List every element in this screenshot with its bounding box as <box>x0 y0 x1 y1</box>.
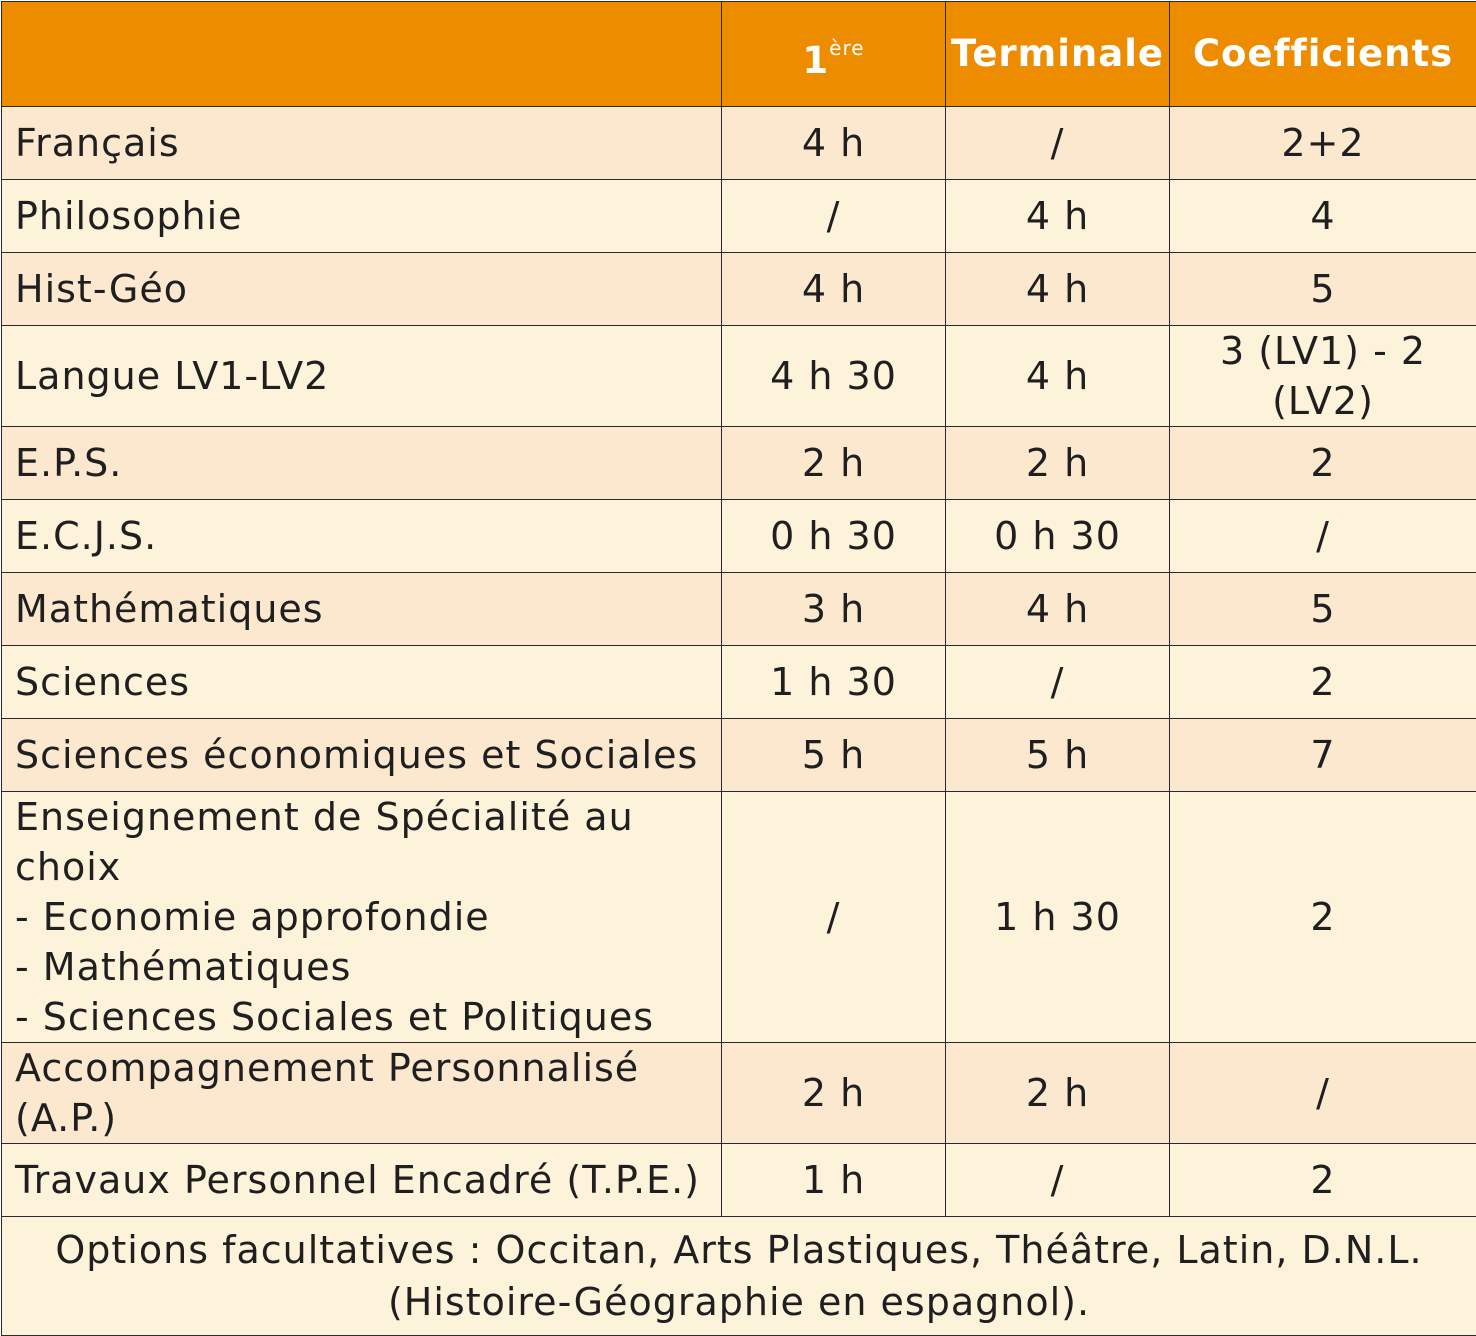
header-1ere-number: 1 <box>802 39 829 82</box>
header-subject-cell <box>2 2 722 107</box>
specialty-option: - Sciences Sociales et Politiques <box>15 992 721 1042</box>
premiere-hours-cell: 1 h <box>722 1144 946 1217</box>
premiere-hours-cell: 2 h <box>722 1043 946 1144</box>
specialty-title: Enseignement de Spécialité au choix <box>15 792 721 892</box>
header-1ere <box>722 2 946 107</box>
coefficient-cell: 2+2 <box>1170 107 1476 180</box>
table-row <box>2 1043 1476 1144</box>
subject-cell: E.C.J.S. <box>2 500 722 573</box>
terminale-hours-cell: 2 h <box>946 1043 1170 1144</box>
terminale-hours-cell: 4 h <box>946 180 1170 253</box>
table-header-row <box>2 2 1476 107</box>
premiere-hours-cell: 3 h <box>722 573 946 646</box>
subject-cell: Hist-Géo <box>2 253 722 326</box>
premiere-hours-cell: / <box>722 180 946 253</box>
specialty-option: - Mathématiques <box>15 942 721 992</box>
specialty-option: - Economie approfondie <box>15 892 721 942</box>
premiere-hours-cell: / <box>722 792 946 1043</box>
subject-cell: Mathématiques <box>2 573 722 646</box>
premiere-hours-cell: 4 h 30 <box>722 326 946 427</box>
premiere-hours-cell: 2 h <box>722 427 946 500</box>
table-row <box>2 500 1476 573</box>
coefficient-cell: 2 <box>1170 1144 1476 1217</box>
coefficient-cell: 7 <box>1170 719 1476 792</box>
coefficient-cell: / <box>1170 500 1476 573</box>
table-row <box>2 573 1476 646</box>
table-row <box>2 719 1476 792</box>
table-row <box>2 427 1476 500</box>
header-coefficients: Coefficients <box>1170 2 1476 107</box>
subject-cell: Philosophie <box>2 180 722 253</box>
premiere-hours-cell: 4 h <box>722 253 946 326</box>
terminale-hours-cell: 0 h 30 <box>946 500 1170 573</box>
subject-cell: Accompagnement Personnalisé (A.P.) <box>2 1043 722 1144</box>
premiere-hours-cell: 0 h 30 <box>722 500 946 573</box>
coefficient-cell: 2 <box>1170 646 1476 719</box>
terminale-hours-cell: 4 h <box>946 326 1170 427</box>
subject-cell: Sciences économiques et Sociales <box>2 719 722 792</box>
table-row <box>2 646 1476 719</box>
subject-cell-multiline <box>2 792 722 1043</box>
subject-cell: Travaux Personnel Encadré (T.P.E.) <box>2 1144 722 1217</box>
premiere-hours-cell: 4 h <box>722 107 946 180</box>
premiere-hours-cell: 1 h 30 <box>722 646 946 719</box>
table-row <box>2 180 1476 253</box>
coefficient-cell: 3 (LV1) - 2 (LV2) <box>1170 326 1476 427</box>
terminale-hours-cell: / <box>946 1144 1170 1217</box>
table-row <box>2 326 1476 427</box>
subjects-schedule-table <box>1 1 1476 1336</box>
table-row <box>2 1144 1476 1217</box>
subject-cell: Sciences <box>2 646 722 719</box>
options-row <box>2 1217 1476 1336</box>
coefficient-cell: 2 <box>1170 792 1476 1043</box>
terminale-hours-cell: 4 h <box>946 253 1170 326</box>
premiere-hours-cell: 5 h <box>722 719 946 792</box>
coefficient-cell: 2 <box>1170 427 1476 500</box>
header-terminale: Terminale <box>946 2 1170 107</box>
terminale-hours-cell: / <box>946 646 1170 719</box>
coefficient-cell: 5 <box>1170 253 1476 326</box>
coefficient-cell: 5 <box>1170 573 1476 646</box>
terminale-hours-cell: 5 h <box>946 719 1170 792</box>
table-row <box>2 107 1476 180</box>
terminale-hours-cell: 4 h <box>946 573 1170 646</box>
terminale-hours-cell: 1 h 30 <box>946 792 1170 1043</box>
header-1ere-superscript: ère <box>829 36 864 60</box>
terminale-hours-cell: / <box>946 107 1170 180</box>
coefficient-cell: / <box>1170 1043 1476 1144</box>
coefficient-cell: 4 <box>1170 180 1476 253</box>
table-row <box>2 253 1476 326</box>
subject-cell: Français <box>2 107 722 180</box>
terminale-hours-cell: 2 h <box>946 427 1170 500</box>
subject-cell: Langue LV1-LV2 <box>2 326 722 427</box>
table-row <box>2 792 1476 1043</box>
optional-courses-note: Options facultatives : Occitan, Arts Plastiques, Théâtre, Latin, D.N.L. (Histoire-Géographie en espagnol). <box>2 1217 1476 1336</box>
subject-cell: E.P.S. <box>2 427 722 500</box>
